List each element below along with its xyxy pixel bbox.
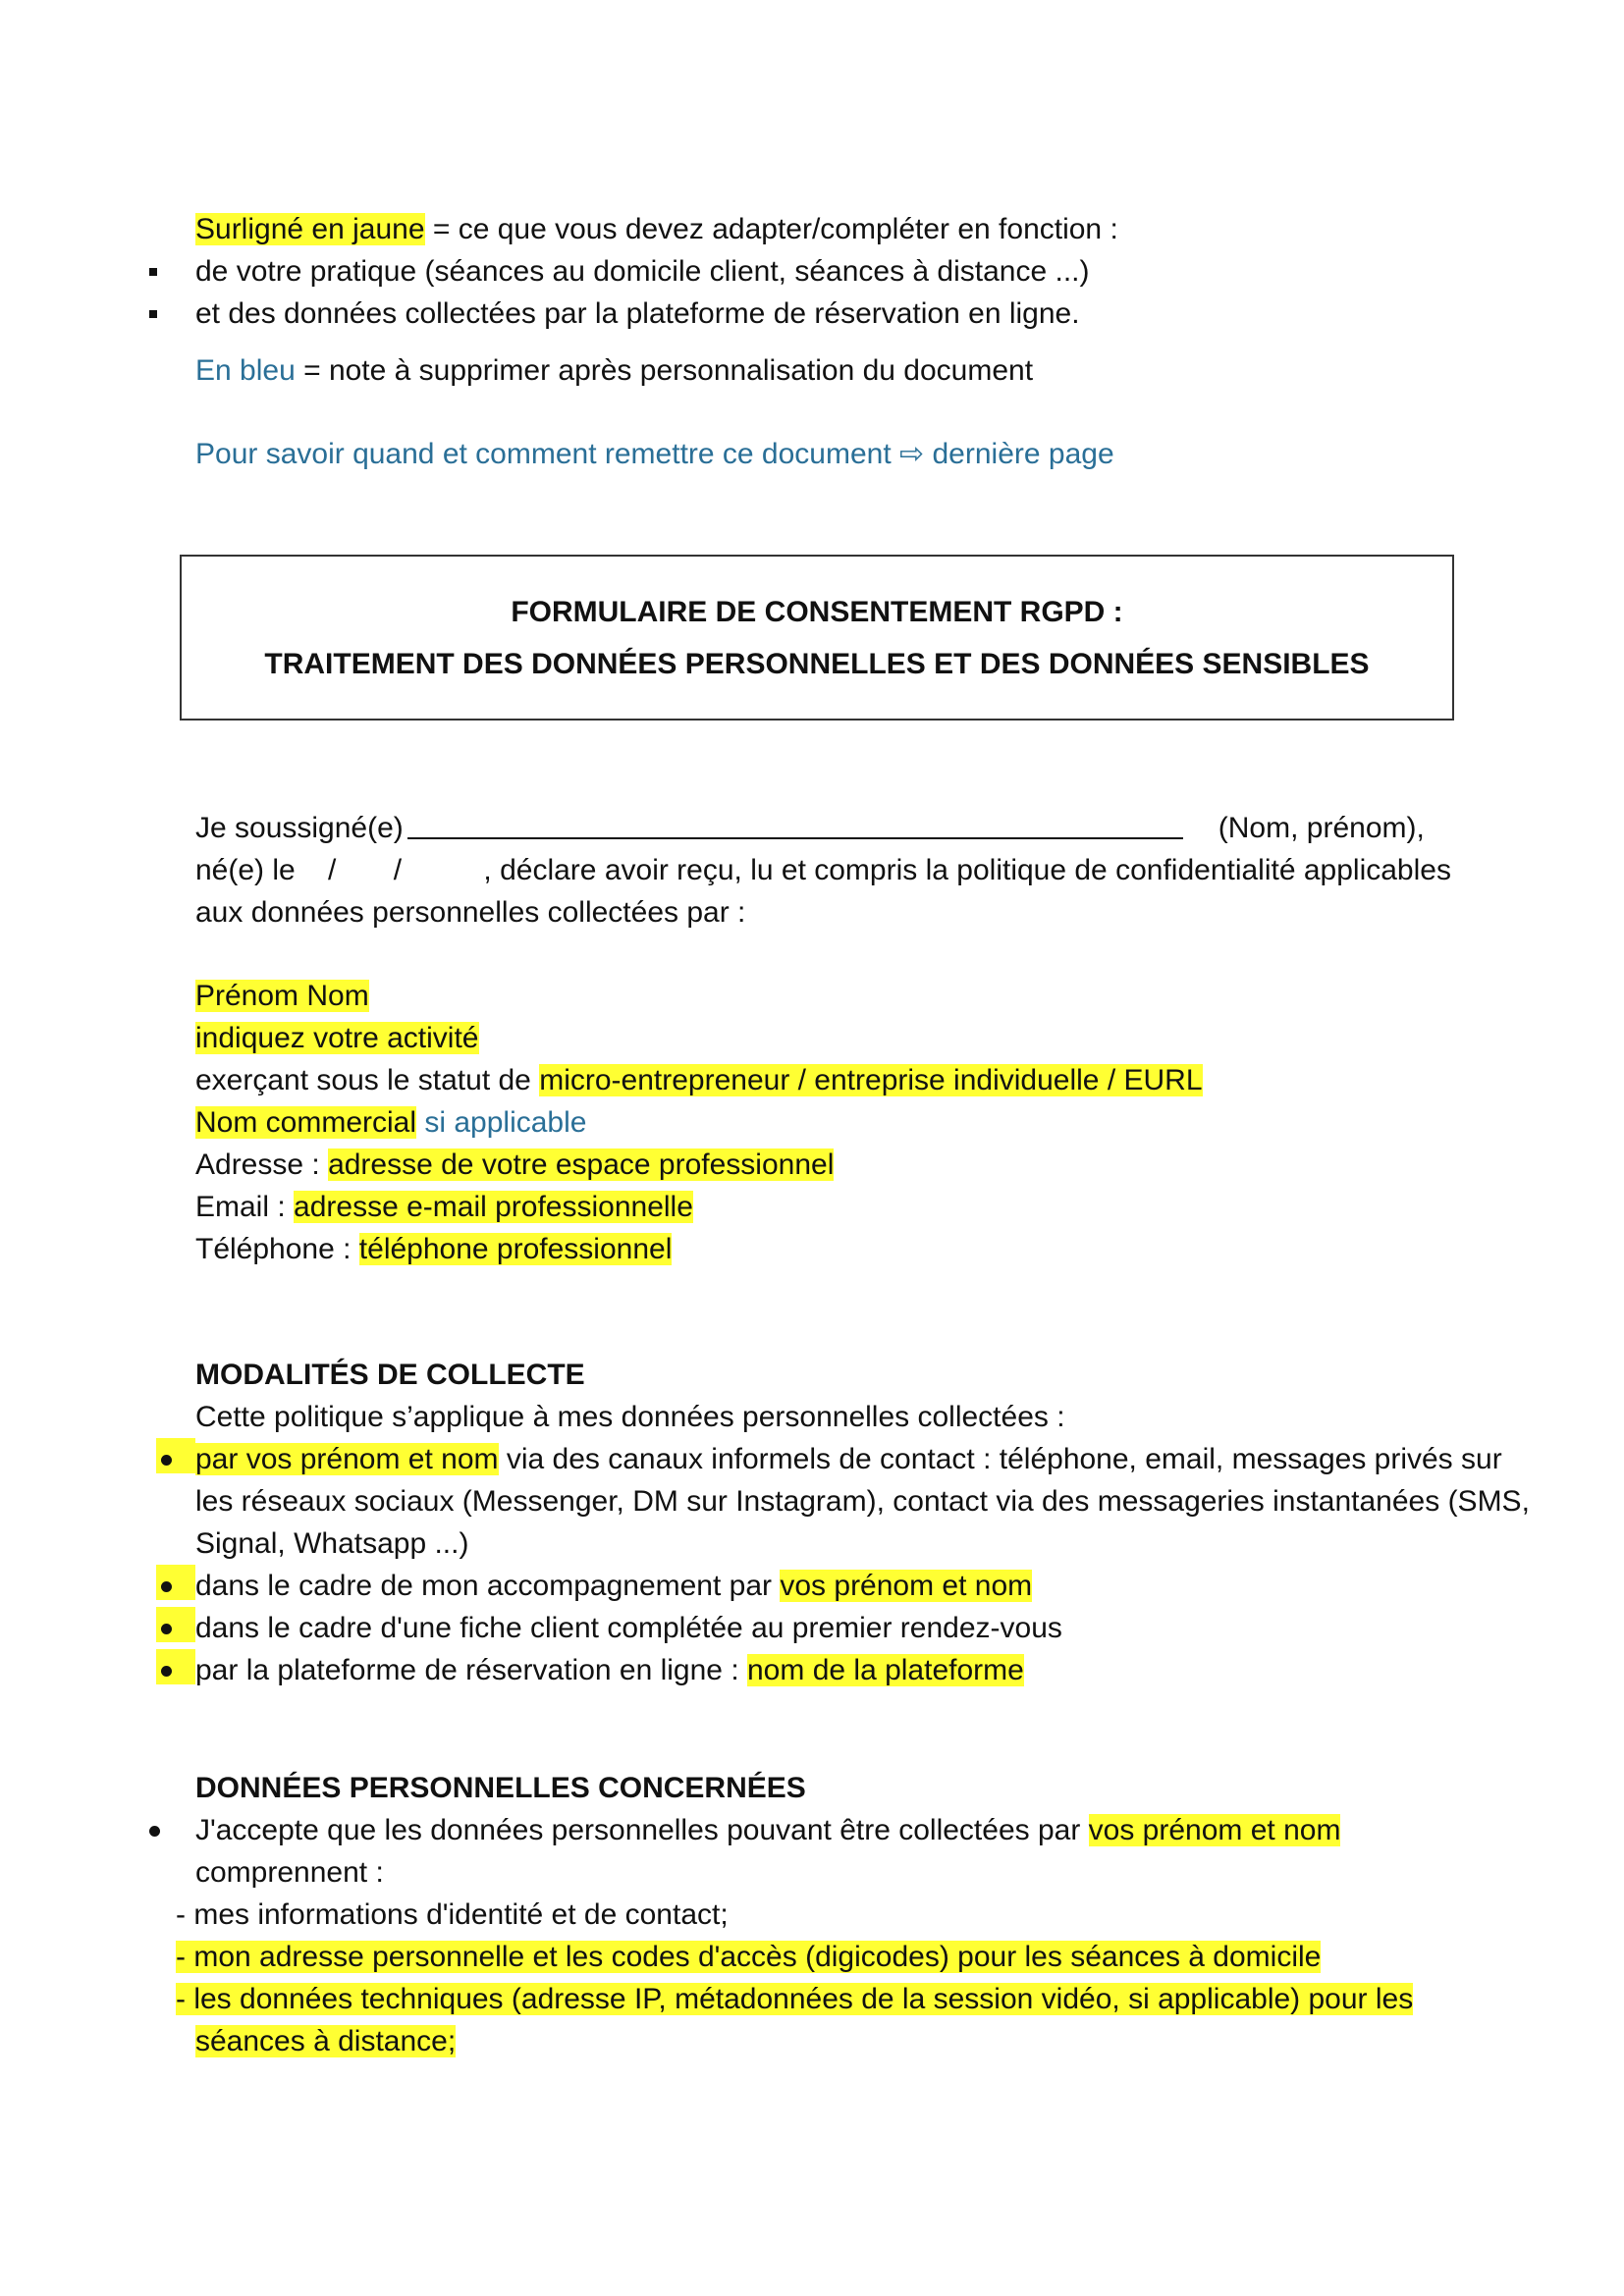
tel-value: téléphone professionnel [358,1233,673,1265]
b1-line2: les réseaux sociaux (Messenger, DM sur Instagram), contact via des messageries instantanées (SMS, [195,1485,1530,1518]
legend-item-text: et des données collectées par la plateforme de réservation en ligne. [195,297,1080,330]
b4-text: par la plateforme de réservation en ligne : [195,1654,747,1686]
legend-yellow: Surligné en jaune [195,213,425,245]
email-label: Email : [195,1191,295,1223]
blue-legend [195,349,1531,392]
title-line-2: TRAITEMENT DES DONNÉES PERSONNELLES ET DES DONNÉES SENSIBLES [264,648,1370,680]
declaration [195,807,1531,934]
list-item [195,1565,1531,1607]
name-field[interactable] [407,808,1183,839]
b1-rest: via des canaux informels de contact : téléphone, email, messages privés sur [498,1443,1502,1475]
list-item [195,1809,1531,1851]
last-page-note [195,433,1531,475]
nom-commercial: Nom commercial [195,1106,417,1139]
collecte-intro: Cette politique s’applique à mes données personnelles collectées : [195,1401,1065,1433]
legend-yellow-text: = ce que vous devez adapter/compléter en fonction : [424,213,1118,245]
b1-highlight: vos prénom et nom [245,1443,499,1475]
nom-prenom-hint: (Nom, prénom), [1218,812,1425,844]
si-applicable-note: si applicable [416,1106,587,1139]
bullet-icon [161,1455,172,1466]
list-item [195,1438,1531,1480]
b1-start: par [195,1443,246,1475]
bullet-icon [161,1624,172,1634]
b3-text: dans le cadre d'une fiche client complétée au premier rendez-vous [195,1612,1062,1644]
donnees-section [176,1767,1531,2062]
accept-highlight: vos prénom et nom [1088,1814,1341,1846]
donnee-item-1: - mes informations d'identité et de contact; [176,1898,729,1931]
collecte-heading: MODALITÉS DE COLLECTE [195,1359,585,1391]
legend-item [195,293,1531,335]
accept-line2: comprennent : [195,1856,384,1889]
donnee-item-3: - les données techniques (adresse IP, métadonnées de la session vidéo, si applicable) pour les [176,1983,1414,2015]
statut-value: micro-entrepreneur / entreprise individuelle / EURL [539,1064,1203,1096]
b2-highlight: vos prénom et nom [780,1570,1033,1602]
list-item [195,1607,1531,1649]
last-page-link[interactable]: Pour savoir quand et comment remettre ce document ⇨ dernière page [195,438,1114,470]
square-bullet-icon [149,268,157,276]
b4-highlight: nom de la plateforme [747,1654,1024,1686]
title-box [180,555,1454,721]
donnee-item-2: - mon adresse personnelle et les codes d'accès (digicodes) pour les séances à domicile [176,1941,1322,1973]
statut-label: exerçant sous le statut de [195,1064,540,1096]
title-line-1: FORMULAIRE DE CONSENTEMENT RGPD : [511,596,1123,628]
email-value: adresse e-mail professionnelle [294,1191,693,1223]
tel-label: Téléphone : [195,1233,359,1265]
legend-yellow-line [195,208,1531,250]
adresse-label: Adresse : [195,1148,329,1181]
birthdate-line: né(e) le / / , déclare avoir reçu, lu et compris la politique de confidentialité applicables [195,854,1451,886]
accept-text: J'accepte que les données personnelles pouvant être collectées par [195,1814,1089,1846]
bullet-icon [161,1581,172,1592]
donnees-heading: DONNÉES PERSONNELLES CONCERNÉES [195,1772,806,1804]
legend-blue: En bleu [195,354,296,387]
adresse-value: adresse de votre espace professionnel [328,1148,835,1181]
legend-blue-text: = note à supprimer après personnalisation du document [295,354,1034,387]
practitioner-activity: indiquez votre activité [195,1022,479,1054]
collecte-section [195,1354,1531,1691]
soussigne-label: Je soussigné(e) [195,812,404,844]
b2-text: dans le cadre de mon accompagnement par [195,1570,781,1602]
list-item [195,1649,1531,1691]
legend-item-text: de votre pratique (séances au domicile client, séances à distance ...) [195,255,1090,288]
b1-line3: Signal, Whatsapp ...) [195,1527,469,1560]
bullet-icon [149,1826,160,1837]
bullet-icon [161,1666,172,1677]
practitioner-name: Prénom Nom [195,980,369,1012]
donnee-item-3-line2: séances à distance; [195,2025,457,2057]
legend-item [195,250,1531,293]
practitioner-info [195,975,1531,1270]
declaration-line3: aux données personnelles collectées par : [195,896,746,929]
instructions [195,208,1531,335]
square-bullet-icon [149,310,157,318]
